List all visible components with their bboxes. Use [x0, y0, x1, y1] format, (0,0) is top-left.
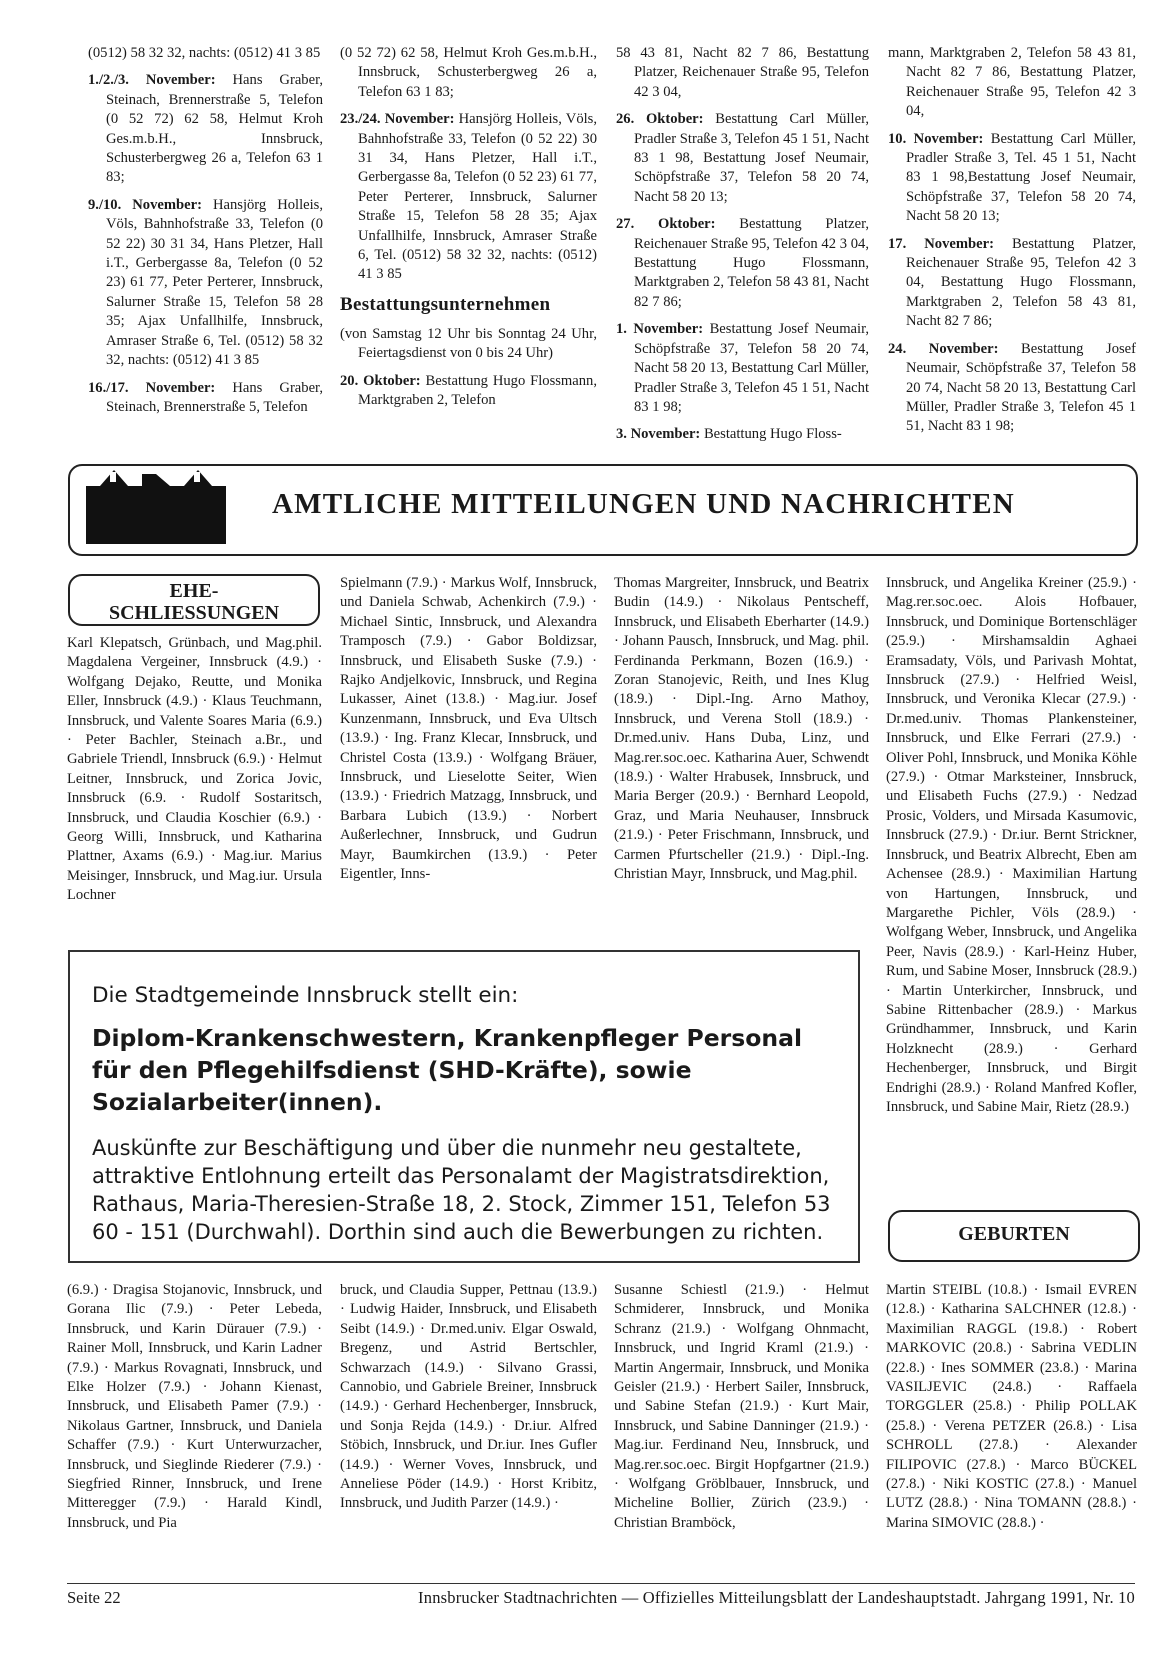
- top-column-4: [888, 44, 1136, 445]
- entry-text: Bestattung Josef Neumair, Schöpfstraße 37, Telefon 58 20 74, Nacht 58 20 13, Bestattung Carl Müller, Pradler Straße 3, Telefon 45 1 51, Nacht 83 1 98;: [906, 340, 1137, 435]
- heading-eheschliessungen: [68, 574, 320, 626]
- date-label: 27. Oktober:: [616, 216, 716, 233]
- section-heading-bestattung: Bestattungsunternehmen: [340, 293, 551, 315]
- bottom-column-3: [614, 1281, 869, 1533]
- footer-divider: [67, 1583, 1135, 1584]
- paragraph: bruck, und Claudia Supper, Pettnau (13.9.) · Ludwig Haider, Innsbruck, und Elisabeth Seibt (14.9.) · Dr.med.univ. Elgar Oswald, Bregenz, und Astrid Bertschler, Schwarzach (14.9.) · Silvano Grassi, Cannobio, und Gabriele Breiner, Innsbruck (14.9.) · Gerhard Hechenberger, Innsbruck, und Sonja Rejda (14.9.) · Dr.iur. Alfred Stöbich, Innsbruck, und Dr.iur. Ines Gufler (14.9.) · Werner Voves, Innsbruck, und Anneliese Pöder (14.9.) · Horst Kribitz, Innsbruck, und Judith Parzer (14.9.) ·: [340, 1282, 597, 1512]
- date-label: 24. November:: [888, 340, 999, 357]
- paragraph: [340, 372, 597, 411]
- paragraph: (0 52 72) 62 58, Helmut Kroh Ges.m.b.H., Innsbruck, Schusterbergweg 26 a, Telefon 63 1 83;: [340, 45, 597, 100]
- job-advertisement: [68, 950, 860, 1263]
- paragraph: [616, 425, 869, 444]
- paragraph: [88, 379, 323, 418]
- bottom-column-2: [340, 1281, 597, 1514]
- paragraph: [616, 110, 869, 207]
- paragraph: [340, 110, 597, 285]
- mid-column-2: [340, 574, 597, 885]
- heading-geburten: GEBURTEN: [888, 1210, 1140, 1262]
- top-column-1: [88, 44, 323, 425]
- paragraph: Martin STEIBL (10.8.) · Ismail EVREN (12.8.) · Katharina SALCHNER (12.8.) · Maximilian RAGGL (19.8.) · Robert MARKOVIC (20.8.) · Sabrina VEDLIN (22.8.) · Ines SOMMER (23.8.) · Marina VASILJEVIC (24.8.) · Raffaela TORGGLER (25.8.) · Philip POLLAK (25.8.) · Verena PETZER (26.8.) · Lisa SCHROLL (27.8.) · Alexander FILIPOVIC (27.8.) · Marco BÜCKEL (27.8.) · Niki KOSTIC (27.8.) · Manuel LUTZ (28.8.) · Nina TOMANN (28.8.) · Marina SIMOVIC (28.8.) ·: [886, 1282, 1137, 1531]
- entry-text: Hansjörg Holleis, Völs, Bahnhofstraße 33, Telefon (0 52 22) 30 31 34, Hans Pletzer, Hall i.T., Gerbergasse 8a, Telefon (0 52 23) 61 77, Peter Perterer, Innsbruck, Salurner Straße 15, Telefon 58 28 35; Ajax Unfallhilfe, Innsbruck, Amraser Straße 6, Tel. (0512) 58 32 32, nachts: (0512) 41 3 85: [106, 196, 324, 369]
- footer-publication: Innsbrucker Stadtnachrichten — Offizielles Mitteilungsblatt der Landeshauptstadt. Jahrgang 1991, Nr. 10: [418, 1588, 1135, 1607]
- ad-intro: Die Stadtgemeinde Innsbruck stellt ein:: [92, 983, 519, 1008]
- mid-column-4: [886, 574, 1137, 1117]
- ad-info: Auskünfte zur Beschäftigung und über die nunmehr neu gestaltete, attraktive Entlohnung erteilt das Personalamt der Magistratsdirektion, Rathaus, Maria-Theresien-Straße 18, 2. Stock, Zimmer 151, Telefon 53 60 - 151 (Durchwahl). Dorthin sind auch die Bewerbungen zu richten.: [92, 1136, 831, 1244]
- entry-text: Bestattung Hugo Floss-: [700, 426, 842, 443]
- paragraph: Karl Klepatsch, Grünbach, und Mag.phil. Magdalena Vergeiner, Innsbruck (4.9.) · Wolfgang Dejako, Reutte, und Monika Eller, Innsbruck (4.9.) · Klaus Teuchmann, Innsbruck, und Valente Soares Maria (6.9.) · Peter Bachler, Steinach a.Br., und Gabriele Triendl, Innsbruck (6.9.) · Helmut Leitner, Innsbruck, und Zorica Jovic, Innsbruck (6.9. · Rudolf Sostaritsch, Innsbruck, und Claudia Koschier (6.9.) · Georg Willi, Innsbruck, und Katharina Plattner, Axams (6.9.) · Mag.iur. Marius Meisinger, Innsbruck, und Mag.iur. Ursula Lochner: [67, 635, 322, 904]
- paragraph: (0512) 58 32 32, nachts: (0512) 41 3 85: [88, 45, 321, 61]
- date-label: 1. November:: [616, 321, 704, 338]
- paragraph: Susanne Schiestl (21.9.) · Helmut Schmiderer, Innsbruck, und Monika Schranz (21.9.) · Wolfgang Ohnmacht, Innsbruck, und Ingrid Kraml (21.9.) · Martin Angermair, Innsbruck, und Monika Geisler (21.9.) · Herbert Sailer, Innsbruck, und Sabine Stefan (21.9.) · Kurt Mair, Innsbruck, und Sabine Danninger (21.9.) · Mag.iur. Ferdinand Neu, Innsbruck, und Mag.rer.soc.oec. Birgit Hopfgartner (21.9.) · Wolfgang Gröblbauer, Innsbruck, und Micheline Bollier, Zürich (23.9.) · Christian Bramböck,: [614, 1282, 869, 1531]
- date-label: 9./10. November:: [88, 196, 202, 213]
- mid-column-1: [67, 634, 322, 906]
- mid-column-3: [614, 574, 869, 885]
- bottom-column-1: [67, 1281, 322, 1533]
- date-label: 16./17. November:: [88, 379, 216, 396]
- entry-text: Hans Graber, Steinach, Brennerstraße 5, Telefon: [106, 379, 323, 415]
- banner-title: AMTLICHE MITTEILUNGEN UND NACHRICHTEN: [272, 488, 1015, 520]
- date-label: 20. Oktober:: [340, 372, 421, 389]
- paragraph: Thomas Margreiter, Innsbruck, und Beatrix Budin (14.9.) · Nikolaus Pentscheff, Innsbruck, und Elisabeth Eberharter (14.9.) · Johann Pausch, Innsbruck, und Mag. phil. Ferdinanda Perkmann, Bozen (16.9.) · Zoran Stanojevic, Reith, und Ines Klug (18.9.) · Dipl.-Ing. Arno Mathoy, Innsbruck, und Verena Stoll (18.9.) · Dr.med.univ. Hans Duba, Linz, und Mag.rer.soc.oec. Katharina Auer, Schwendt (18.9.) · Walter Hrabusek, Innsbruck, und Maria Berger (20.9.) · Bernhard Leopold, Graz, und Maria Neuhauser, Innsbruck (21.9.) · Peter Frischmann, Innsbruck, und Carmen Pfurtscheller (21.9.) · Dipl.-Ing. Christian Mayr, Innsbruck, und Mag.phil.: [614, 575, 869, 883]
- paragraph: [616, 320, 869, 417]
- bottom-column-4: [886, 1281, 1137, 1533]
- date-label: 23./24. November:: [340, 111, 455, 128]
- top-column-2: [340, 44, 597, 419]
- ad-positions: Diplom-Krankenschwestern, Krankenpfleger Personal für den Pflegehilfsdienst (SHD-Kräfte), sowie Sozialarbeiter(innen).: [92, 1024, 803, 1116]
- paragraph: [888, 235, 1136, 332]
- paragraph: 58 43 81, Nacht 82 7 86, Bestattung Platzer, Reichenauer Straße 95, Telefon 42 3 04,: [616, 45, 869, 100]
- date-label: 17. November:: [888, 235, 994, 252]
- paragraph: [88, 196, 323, 371]
- top-column-3: [616, 44, 869, 453]
- paragraph: [888, 130, 1136, 227]
- entry-text: Bestattung Hugo Flossmann, Marktgraben 2, Telefon: [358, 372, 597, 409]
- entry-text: Hansjörg Holleis, Völs, Bahnhofstraße 33, Telefon (0 52 22) 30 31 34, Hans Pletzer, Hall i.T., Gerbergasse 8a, Telefon (0 52 23) 61 77, Peter Perterer, Innsbruck, Salurner Straße 15, Telefon 58 28 35; Ajax Unfallhilfe, Innsbruck, Amraser Straße 6, Tel. (0512) 58 32 32, nachts: (0512) 41 3 85: [358, 111, 597, 283]
- paragraph: mann, Marktgraben 2, Telefon 58 43 81, Nacht 82 7 86, Bestattung Platzer, Reichenauer Straße 95, Telefon 42 3 04,: [888, 45, 1136, 120]
- date-label: 10. November:: [888, 130, 984, 147]
- paragraph: [616, 215, 869, 312]
- page-number: Seite 22: [67, 1588, 121, 1607]
- paragraph: Spielmann (7.9.) · Markus Wolf, Innsbruck, und Daniela Schwab, Achenkirch (7.9.) · Michael Sintic, Innsbruck, und Alexandra Tramposch (7.9.) · Gabor Boldizsar, Innsbruck, und Elisabeth Suske (7.9.) · Rajko Andjelkovic, Innsbruck, und Regina Lukasser, Ainet (13.8.) · Mag.iur. Josef Kunzenmann, Innsbruck, und Eva Ultsch (13.9.) · Ing. Franz Klecar, Innsbruck, und Christel Costa (13.9.) · Wolfgang Bräuer, Innsbruck, und Lieselotte Seiter, Wien (13.9.) · Friedrich Matzagg, Innsbruck, und Barbara Lubich (13.9.) · Norbert Außerlechner, Innsbruck, und Gudrun Mayr, Baumkirchen (13.9.) · Peter Eigentler, Inns-: [340, 575, 597, 883]
- entry-text: Bestattung Carl Müller, Pradler Straße 3, Telefon 45 1 51, Nacht 83 1 98, Bestattung Josef Neumair, Schöpfstraße 37, Telefon 58 20 74, Nacht 58 20 13;: [634, 111, 869, 205]
- entry-text: Bestattung Josef Neumair, Schöpfstraße 37, Telefon 58 20 74, Nacht 58 20 13, Bestattung Carl Müller, Pradler Straße 3, Telefon 45 1 51, Nacht 83 1 98;: [634, 321, 870, 415]
- date-label: 1./2./3. November:: [88, 72, 216, 89]
- date-label: 26. Oktober:: [616, 111, 704, 128]
- entry-text: Bestattung Platzer, Reichenauer Straße 95, Telefon 42 3 04, Bestattung Hugo Flossmann, Marktgraben 2, Telefon 58 43 81, Nacht 82 7 86;: [906, 235, 1136, 330]
- paragraph: Innsbruck, und Angelika Kreiner (25.9.) · Mag.rer.soc.oec. Alois Hofbauer, Innsbruck, und Dominique Bortenschläger (25.9.) · Mirshamsaldin Aghaei Eramsadaty, Völs, und Parivash Mohtat, Innsbruck (27.9.) · Helfried Weisl, Innsbruck, und Veronika Klecar (27.9.) · Dr.med.univ. Thomas Plankensteiner, Innsbruck, und Elke Ferrari (27.9.) · Oliver Pohl, Innsbruck, und Monika Köhle (27.9.) · Otmar Marksteiner, Innsbruck, und Elisabeth Fuchs (27.9.) · Nedzad Prosic, Volders, und Mirsada Kasumovic, Innsbruck (27.9.) · Dr.iur. Bernt Strickner, Innsbruck, und Beatrix Albrecht, Eben am Achensee (28.9.) · Maximilian Hartung von Hartungen, Innsbruck, und Margarethe Pichler, Völs (28.9.) · Wolfgang Weber, Innsbruck, und Angelika Peer, Navis (28.9.) · Karl-Heinz Huber, Rum, und Sabine Moser, Innsbruck (28.9.) · Martin Unterkircher, Innsbruck, und Sabine Rittenbacher (28.9.) · Markus Gründhammer, Innsbruck, und Karin Holzknecht (28.9.) · Gerhard Hechenberger, Innsbruck, und Birgit Endrighi (28.9.) · Roland Manfred Kofler, Innsbruck, und Sabine Mair, Rietz (28.9.): [886, 575, 1137, 1115]
- entry-text: Bestattung Carl Müller, Pradler Straße 3, Tel. 45 1 51, Nacht 83 1 98,Bestattung Josef Neumair, Schöpfstraße 37, Telefon 58 20 74, Nacht 58 20 13;: [906, 130, 1136, 225]
- entry-text: Bestattung Platzer, Reichenauer Straße 95, Telefon 42 3 04, Bestattung Hugo Flossmann, Marktgraben 2, Telefon 58 43 81, Nacht 82 7 86;: [634, 216, 869, 310]
- paragraph: (von Samstag 12 Uhr bis Sonntag 24 Uhr, Feiertagsdienst von 0 bis 24 Uhr): [340, 325, 597, 362]
- paragraph: [88, 71, 323, 187]
- date-label: 3. November:: [616, 426, 701, 443]
- paragraph: (6.9.) · Dragisa Stojanovic, Innsbruck, und Gorana Ilic (7.9.) · Peter Lebeda, Innsbruck, und Karin Dürauer (7.9.) · Rainer Moll, Innsbruck, und Karin Ladner (7.9.) · Markus Rovagnati, Innsbruck, und Elke Holzer (7.9.) · Johann Kienast, Innsbruck, und Elisabeth Pamer (7.9.) · Nikolaus Gartner, Innsbruck, und Daniela Schaffer (7.9.) · Kurt Unterwurzacher, Innsbruck, und Sieglinde Riederer (7.9.) · Siegfried Rinner, Innsbruck, und Irene Mitteregger (7.9.) · Harald Kindl, Innsbruck, und Pia: [67, 1282, 322, 1531]
- city-logo-icon: [80, 466, 232, 544]
- heading-line-1: EHE-: [169, 580, 219, 602]
- heading-line-2: SCHLIESSUNGEN: [108, 602, 280, 624]
- paragraph: [888, 340, 1136, 437]
- entry-text: Hans Graber, Steinach, Brennerstraße 5, Telefon (0 52 72) 62 58, Helmut Kroh Ges.m.b.H., Innsbruck, Schusterbergweg 26 a, Telefon 63 1 83;: [106, 72, 323, 186]
